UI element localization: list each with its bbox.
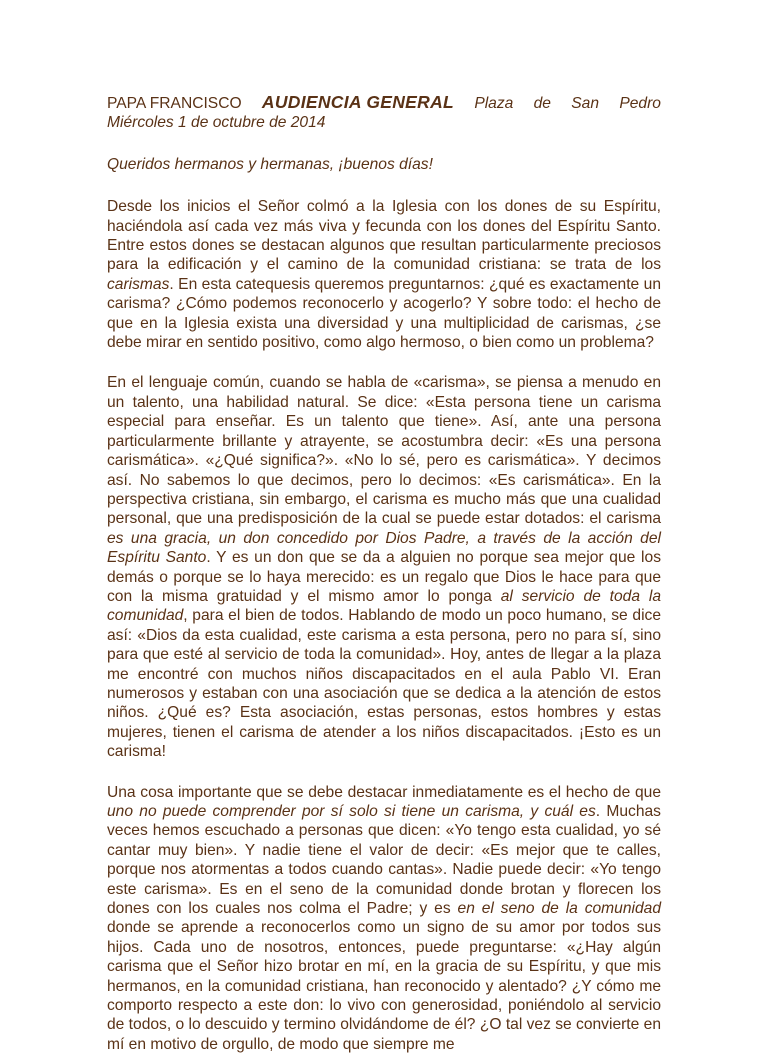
place-word: San (571, 95, 600, 112)
document-page (107, 90, 661, 1054)
document-date: Miércoles 1 de octubre de 2014 (107, 114, 326, 132)
place-word: Pedro (619, 95, 661, 112)
text-run: donde se aprende a reconocerlos como un signo de su amor por todos sus hijos. Cada uno de nosotros, entonces, puede preguntarse: «¿Hay algún carisma que el Señor hizo brotar en mí, en la gracia de su Espíritu, y que mis hermanos, en la comunidad cristiana, han reconocido y alentado? ¿Y cómo me comporto respecto a este don: lo vivo con generosidad, poniéndolo al servicio de todos, o lo descuido y termino olvidándome de él? ¿O tal vez se convierte en mí en motivo de orgullo, de modo que siempre me (107, 919, 661, 1053)
italic-run: al servicio de toda la comunidad (107, 587, 661, 625)
text-run: . Y es un don que se da a alguien no porque sea mejor que los demás o porque se lo haya merecido: es un regalo que Dios le hace para que con la misma gratuidad y el mismo amor lo ponga (107, 549, 661, 605)
document-header (107, 93, 661, 113)
text-run: Desde los inicios el Señor colmó a la Iglesia con los dones de su Espíritu, haciéndola así cada vez más viva y fecunda con los dones del Espíritu Santo. Entre estos dones se destacan algunos que resultan particularmente preciosos para la edificación y el camino de la comunidad cristiana: se trata de los (107, 198, 661, 274)
paragraph-2 (107, 373, 661, 761)
text-run: . Muchas veces hemos escuchado a personas que dicen: «Yo tengo esta cualidad, yo sé cantar muy bien». Y nadie tiene el valor de decir: «Es mejor que te calles, porque nos atormentas a todos cuando cantas». Nadie puede decir: «Yo tengo este carisma». Es en el seno de la comunidad donde brotan y florecen los dones con los cuales nos colma el Padre; y es (107, 803, 661, 918)
italic-run: en el seno de la comunidad (457, 900, 661, 918)
event-title: AUDIENCIA GENERAL (261, 92, 455, 112)
author-name: PAPA FRANCISCO (107, 95, 242, 112)
paragraph-3 (107, 783, 661, 1054)
text-run: , para el bien de todos. Hablando de modo un poco humano, se dice así: «Dios da esta cualidad, este carisma a esta persona, pero no para sí, sino para que esté al servicio de toda la comunidad». Hoy, antes de llegar a la plaza me encontré con muchos niños discapacitados en el aula Pablo VI. Eran numerosos y estaban con una asociación que se dedica a la atención de estos niños. ¿Qué es? Esta asociación, estas personas, estos hombres y estas mujeres, tienen el carisma de atender a los niños discapacitados. ¡Esto es un carisma! (107, 607, 661, 761)
italic-run: uno no puede comprender por sí solo si tiene un carisma, y cuál es (107, 803, 596, 820)
italic-run: carismas (107, 275, 170, 293)
place-word: Plaza (474, 95, 514, 112)
place-word: de (533, 95, 551, 112)
text-run: Una cosa importante que se debe destacar inmediatamente es el hecho de que (107, 783, 661, 801)
italic-run: es una gracia, un don concedido por Dios Padre, a través de la acción del Espíritu Santo (107, 529, 661, 567)
text-run: En el lenguaje común, cuando se habla de «carisma», se piensa a menudo en un talento, una habilidad natural. Se dice: «Esta persona tiene un carisma especial para enseñar. Es un talento que tiene». Así, ante una persona particularmente brillante y atrayente, se acostumbra decir: «Es una persona carismática». «¿Qué significa?». «No lo sé, pero es carismática». Y decimos así. No sabemos lo que decimos, pero lo decimos: «Es carismática». En la perspectiva cristiana, sin embargo, el carisma es mucho más que una cualidad personal, que una predisposición de la cual se puede estar dotados: el carisma (107, 374, 661, 528)
text-run: . En esta catequesis queremos preguntarnos: ¿qué es exactamente un carisma? ¿Cómo podemos reconocerlo y acogerlo? Y sobre todo: el hecho de que en la Iglesia exista una diversidad y una multiplicidad de carismas, ¿se debe mirar en sentido positivo, como algo hermoso, o bien como un problema? (107, 275, 661, 352)
greeting: Queridos hermanos y hermanas, ¡buenos días! (107, 155, 433, 173)
paragraph-1 (107, 197, 661, 352)
